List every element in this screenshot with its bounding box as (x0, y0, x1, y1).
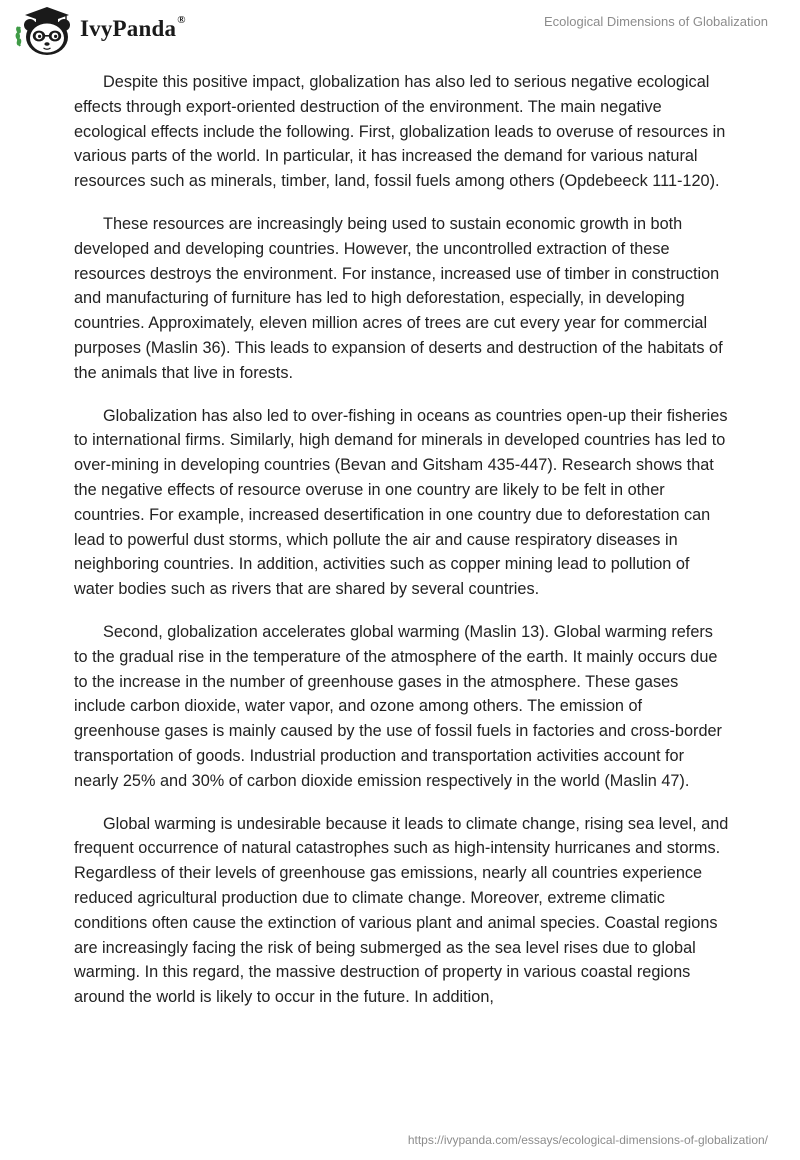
brand-name[interactable] (80, 16, 186, 42)
paragraph: Second, globalization accelerates global warming (Maslin 13). Global warming refers to the gradual rise in the temperature of the atmosphere of the earth. It mainly occurs due to the increase in the number of greenhouse gases in the atmosphere. These gases include carbon dioxide, water vapor, and ozone among others. The emission of greenhouse gases is mainly caused by the use of fossil fuels in factories and cross-border transportation of goods. Industrial production and transportation activities account for nearly 25% and 30% of carbon dioxide emission respectively in the world (Maslin 47). (74, 622, 722, 790)
panda-logo-icon[interactable] (14, 6, 80, 56)
footer-url[interactable]: https://ivypanda.com/essays/ecological-dimensions-of-globalization/ (407, 1133, 768, 1147)
page-header (0, 0, 800, 60)
paragraph: Globalization has also led to over-fishing in oceans as countries open-up their fisheries to international firms. Similarly, high demand for minerals in developed countries has led to over-mining in developing countries (Bevan and Gitsham 435-447). Research shows that the negative effects of resource overuse in one country are likely to be felt in other countries. For example, increased desertification in one country due to deforestation can lead to powerful dust storms, which pollute the air and cause respiratory diseases in neighboring countries. In addition, activities such as copper mining lead to pollution of water bodies such as rivers that are shared by several countries. (74, 406, 728, 599)
paragraph: These resources are increasingly being used to sustain economic growth in both developed and developing countries. However, the uncontrolled extraction of these resources destroys the environment. For instance, increased use of timber in construction and manufacturing of furniture has led to high deforestation, especially, in developing countries. Approximately, eleven million acres of trees are cut every year for commercial purposes (Maslin 36). This leads to expansion of deserts and destruction of the habitats of the animals that live in forests. (74, 214, 723, 382)
essay-body (74, 70, 730, 1028)
paragraph: Despite this positive impact, globalization has also led to serious negative ecological effects through export-oriented destruction of the environment. The main negative ecological effects include the following. First, globalization leads to overuse of resources in various parts of the world. In particular, it has increased the demand for various natural resources such as minerals, timber, land, fossil fuels among others (Opdebeeck 111-120). (74, 73, 726, 191)
paragraph: Global warming is undesirable because it leads to climate change, rising sea level, and frequent occurrence of natural catastrophes such as high-intensity hurricanes and storms. Regardless of their levels of greenhouse gas emissions, nearly all countries experience reduced agricultural production due to climate change. Moreover, extreme climatic conditions often cause the extinction of various plant and animal species. Coastal regions are increasingly facing the risk of being submerged as the sea level rises due to global warming. In this regard, the massive destruction of property in various coastal regions around the world is likely to occur in the future. In addition, (74, 814, 729, 1007)
document-title: Ecological Dimensions of Globalization (543, 14, 768, 29)
brand-text: IvyPanda (80, 16, 177, 41)
registered-mark: ® (177, 14, 186, 26)
